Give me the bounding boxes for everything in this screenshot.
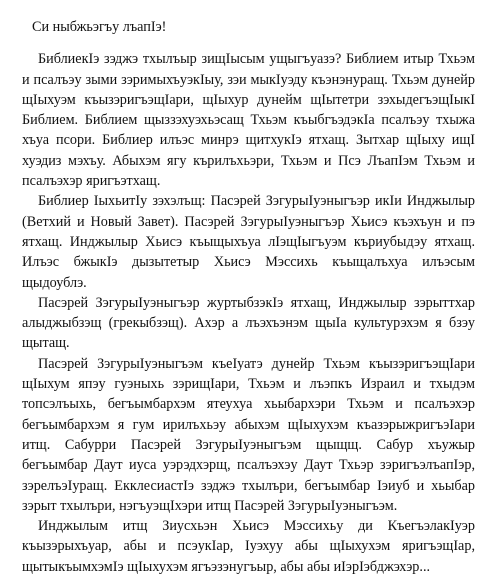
paragraph-gospel: Инджылым итщ Зиусхьэн Хьисэ Мэссихьу ди КъегъэлакIуэр къызэрыхъуар, абы и псэукIар, Iуэхуу абы щIыхухэм яригъэщIар, щытыкъымхэмIэ щIыхухэм ягъэзэнугъыр, абы абы иIэрIэбджэхэр... xyxy=(22,518,475,575)
greeting-heading: Си ныбжьэгъу лъапIэ! xyxy=(32,19,167,35)
paragraph-old-testament: Пасэрей ЗэгурыIуэныгъэм къеIуатэ дунейр Тхьэм къызэригъэщIари щIыхум япэу гуэныхь зэрищIари, Тхьэм и лъэпкъ Израил и тхыдэм топсэлъыхь, бегъымбархэм ятеухуа хьыбархэри Тхьэм и псалъэхэр бегъымбархэм я гум ирилъхьэу абыхэм щIыхухэм къазэрыжригъэIари итщ. Сабурри Пасэрей ЗэгурыIуэныгъэм щыщщ. Сабур хъужыр бегъымбар Даут иуса уэрэдхэрщ, псалъэхэу Даут Тхьэр зэригъэлъапIэр, зэрелъэIуращ. ЕкклесиастIэ зэджэ тхылъри, бегъымбар Iэиуб и хьыбар зэрыт тхылъри, нэгъуэщIхэри итщ Пасэрей ЗэгурыIуэныгъэм. xyxy=(22,355,475,514)
paragraph-bible-intro: БиблиекIэ зэджэ тхылъыр зищIысым ущыгъуазэ? Библием итыр Тхьэм и псалъэу зыми зэримыхъуэкIыу, зэи мыкIуэду къэнэнуращ. Тхьэм дунейр щIыхуэм къызэригъэщIари, щIыхур дунейм щIытетри зэхыдегъэщIыкI Библием. Библием щыззэхуэхьэсащ Тхьэм къыбгъэдэкIа псалъэу тхыжа хъуа псори. Библиер илъэс минрэ щитхукIэ ятхащ. Зытхар щIыху ищI хуэдиз мэхъу. Абыхэм ягу кърилъхьэри, Тхьэм и Псэ ЛъапIэм Тхьэм и псалъэхэр яригъэтхащ. xyxy=(22,51,475,190)
paragraph-bible-parts: Библиер IыхьитIу зэхэлъщ: Пасэрей ЗэгурыIуэныгъэр икIи Инджылыр (Ветхий и Новый Завет). Пасэрей ЗэгурыIуэныгъэр Хьисэ къэхъун и пэ ятхащ. Инджылыр Хьисэ къыщыхъуа лIэщIыгъуэм къриубыдэу ятхащ. Илъэс бжыкIэ дызытетыр Хьисэ Мэссихь къыщалъхуа илъэсым щыдоублэ. xyxy=(22,193,475,291)
paragraph-languages: Пасэрей ЗэгурыIуэныгъэр журтыбзэкIэ ятхащ, Инджылыр зэрыттхар алыджыбзэщ (грекыбзэщ). Ахэр а лъэхъэнэм щыIа культурэхэм я бзэу щытащ. xyxy=(22,294,475,352)
